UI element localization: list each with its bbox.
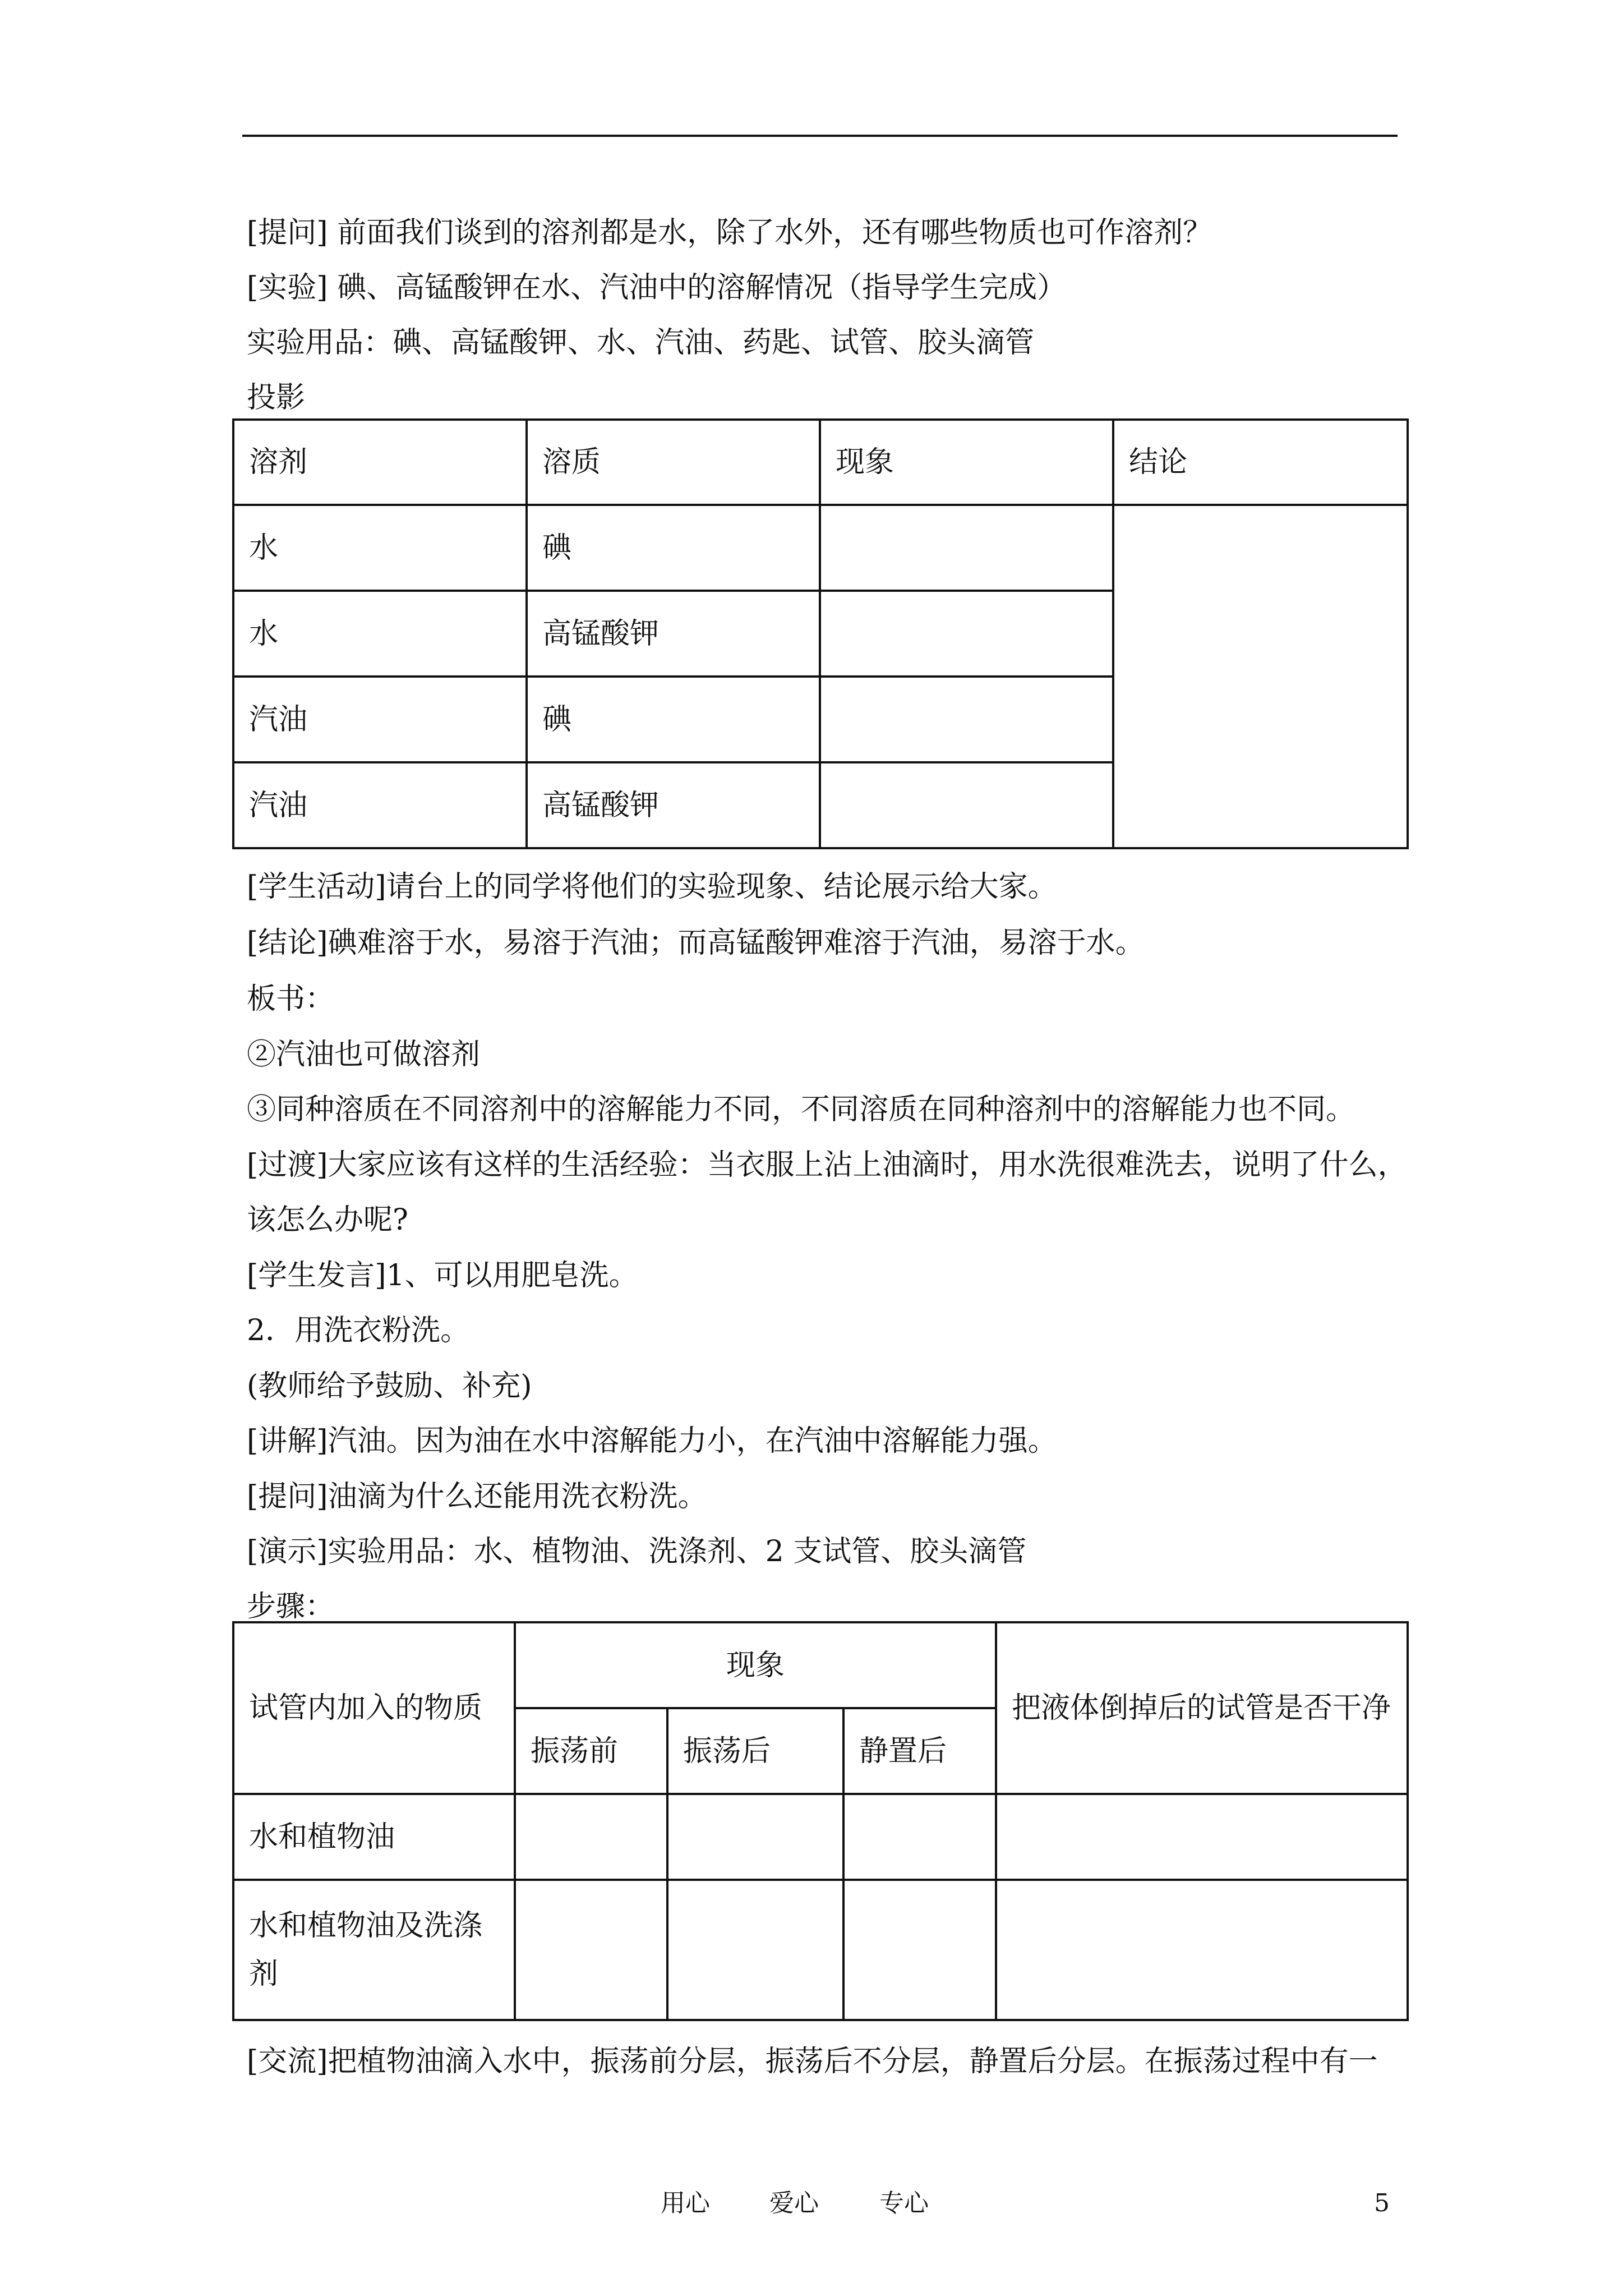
paragraph-exchange: [交流]把植物油滴入水中，振荡前分层，振荡后不分层，静置后分层。在振荡过程中有一	[247, 2045, 1378, 2078]
emulsion-table	[232, 1621, 1409, 2021]
header-cell: 结论	[1113, 420, 1408, 505]
observation-cell	[843, 1880, 996, 2020]
paragraph-conclusion: [结论]碘难溶于水，易溶于汽油；而高锰酸钾难溶于汽油，易溶于水。	[247, 926, 1145, 960]
footer-word: 爱心	[769, 2189, 819, 2217]
phenomenon-cell	[820, 762, 1113, 848]
after-shaking-header: 振荡后	[667, 1708, 843, 1794]
solute-cell: 碘	[527, 677, 820, 762]
clean-tube-cell	[996, 1880, 1408, 2020]
phenomenon-header: 现象	[515, 1622, 996, 1708]
table-row	[233, 505, 1408, 591]
phenomenon-cell	[820, 677, 1113, 762]
paragraph-point-3: ③同种溶质在不同溶剂中的溶解能力不同，不同溶质在同种溶剂中的溶解能力也不同。	[247, 1093, 1355, 1126]
clean-tube-header: 把液体倒掉后的试管是否干净	[996, 1622, 1408, 1794]
paragraph-teacher-note: (教师给予鼓励、补充)	[247, 1369, 532, 1403]
paragraph-student-answer-1: [学生发言]1、可以用肥皂洗。	[247, 1259, 638, 1292]
paragraph-student-answer-2: 2．用洗衣粉洗。	[247, 1314, 470, 1347]
substance-cell: 水和植物油及洗涤剂	[233, 1880, 515, 2020]
paragraph-transition: [过渡]大家应该有这样的生活经验：当衣服上沾上油滴时，用水洗很难洗去，说明了什么，	[247, 1148, 1407, 1182]
header-cell: 溶剂	[233, 420, 527, 505]
paragraph-transition-cont: 该怎么办呢?	[247, 1203, 408, 1237]
header-rule	[242, 135, 1398, 137]
paragraph-point-2: ②汽油也可做溶剂	[247, 1038, 481, 1071]
clean-tube-cell	[996, 1794, 1408, 1880]
table-header-row	[233, 420, 1408, 505]
solute-cell: 高锰酸钾	[527, 762, 820, 848]
paragraph-explanation: [讲解]汽油。因为油在水中溶解能力小，在汽油中溶解能力强。	[247, 1424, 1057, 1458]
solvent-cell: 汽油	[233, 762, 527, 848]
solubility-table	[232, 418, 1409, 849]
footer-word: 专心	[879, 2189, 929, 2217]
observation-cell	[515, 1880, 667, 2020]
observation-cell	[667, 1794, 843, 1880]
header-cell: 溶质	[527, 420, 820, 505]
after-standing-header: 静置后	[843, 1708, 996, 1794]
table-row	[233, 1794, 1408, 1880]
solvent-cell: 汽油	[233, 677, 527, 762]
phenomenon-cell	[820, 591, 1113, 677]
page-number: 5	[1374, 2189, 1390, 2217]
paragraph-question-2: [提问]油滴为什么还能用洗衣粉洗。	[247, 1480, 707, 1513]
solute-cell: 碘	[527, 505, 820, 591]
paragraph-experiment: [实验] 碘、高锰酸钾在水、汽油中的溶解情况（指导学生完成）	[247, 271, 1067, 305]
footer-word: 用心	[661, 2189, 710, 2217]
solute-cell: 高锰酸钾	[527, 591, 820, 677]
paragraph-steps: 步骤：	[247, 1590, 335, 1623]
phenomenon-cell	[820, 505, 1113, 591]
paragraph-question-1: [提问] 前面我们谈到的溶剂都是水，除了水外，还有哪些物质也可作溶剂？	[247, 216, 1212, 250]
paragraph-board-notes: 板书：	[247, 982, 335, 1016]
table-row	[233, 1880, 1408, 2020]
table-header-row	[233, 1622, 1408, 1708]
paragraph-projection: 投影	[247, 381, 306, 415]
observation-cell	[515, 1794, 667, 1880]
before-shaking-header: 振荡前	[515, 1708, 667, 1794]
solvent-cell: 水	[233, 505, 527, 591]
paragraph-student-activity: [学生活动]请台上的同学将他们的实验现象、结论展示给大家。	[247, 870, 1057, 904]
solvent-cell: 水	[233, 591, 527, 677]
paragraph-materials: 实验用品：碘、高锰酸钾、水、汽油、药匙、试管、胶头滴管	[247, 326, 1035, 360]
conclusion-cell	[1113, 505, 1408, 848]
substance-header: 试管内加入的物质	[233, 1622, 515, 1794]
paragraph-demo: [演示]实验用品：水、植物油、洗涤剂、2 支试管、胶头滴管	[247, 1535, 1027, 1568]
header-cell: 现象	[820, 420, 1113, 505]
observation-cell	[843, 1794, 996, 1880]
substance-cell: 水和植物油	[233, 1794, 515, 1880]
observation-cell	[667, 1880, 843, 2020]
